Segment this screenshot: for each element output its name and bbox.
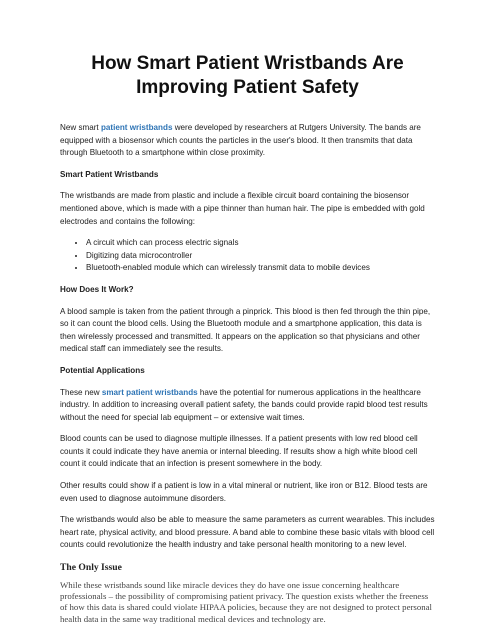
applications-text-before: These new — [60, 387, 102, 397]
list-item: • Digitizing data microcontroller — [86, 250, 435, 263]
patient-wristbands-link[interactable]: patient wristbands — [100, 123, 173, 132]
intro-text-after: were developed by researchers at Rutgers University. The bands are equipped with a biosensor which counts the particles in the user's blood. It then transmits that data through Bluetooth to a smartphone within close proximity. — [60, 123, 421, 158]
smart-patient-wristbands-link[interactable]: smart patient wristbands — [101, 387, 198, 397]
smart-wristbands-heading: Smart Patient Wristbands — [60, 169, 159, 179]
page-title: How Smart Patient Wristbands Are Improving Patient Safety — [91, 53, 404, 98]
only-issue-heading: The Only Issue — [60, 562, 122, 574]
applications-paragraph-4: The wristbands would also be able to measure the same parameters as current wearables. This includes heart rate, physical activity, and blood pressure. A band able to combine these basic vitals with blood cell counts could revolutionize the health industry and take personal health monitoring to a new level. — [60, 515, 435, 550]
smart-wristbands-paragraph: The wristbands are made from plastic and include a flexible circuit board containing the biosensor mentioned above, which is made with a pipe thinner than human hair. The pipe is embedded with gold electrodes and contains the following: — [60, 191, 425, 226]
only-issue-paragraph: While these wristbands sound like miracle devices they do have one issue concerning healthcare professionals – the possibility of compromising patient privacy. The question exists whether the freeness of how this data is shared could violate HIPAA policies, because they are not designed to protect personal health data in the same way traditional medical devices and technology are. — [60, 580, 432, 624]
how-it-works-paragraph: A blood sample is taken from the patient through a pinprick. This blood is then fed through the thin pipe, so it can count the blood cells. Using the Bluetooth module and a smartphone application, this data is then wirelessly processed and transmitted. It appears on the application so that physicians and other medical staff can immediately see the results. — [60, 306, 431, 354]
applications-heading: Potential Applications — [60, 365, 145, 375]
list-item: • A circuit which can process electric signals — [86, 237, 435, 250]
applications-paragraph-2: Blood counts can be used to diagnose multiple illnesses. If a patient presents with low red blood cell counts it could indicate they have anemia or internal bleeding. If results show a high white blood cell count it could indicate that an infection is present somewhere in the body. — [60, 434, 418, 469]
applications-paragraph-3: Other results could show if a patient is low in a vital mineral or nutrient, like iron or B12. Blood tests are even used to diagnose autoimmune disorders. — [60, 481, 428, 503]
intro-text-before: New smart — [60, 123, 101, 132]
components-list — [60, 237, 435, 275]
how-it-works-heading: How Does It Work? — [60, 284, 134, 294]
applications-paragraph-1 — [60, 387, 435, 425]
applications-text-after: have the potential for numerous applications in the healthcare industry. In addition to increasing overall patient safety, the bands could provide rapid blood test results without the need for special lab equipment – or extensive wait times. — [60, 387, 428, 422]
list-item: • Bluetooth-enabled module which can wirelessly transmit data to mobile devices — [86, 262, 435, 275]
intro-paragraph — [60, 122, 435, 160]
